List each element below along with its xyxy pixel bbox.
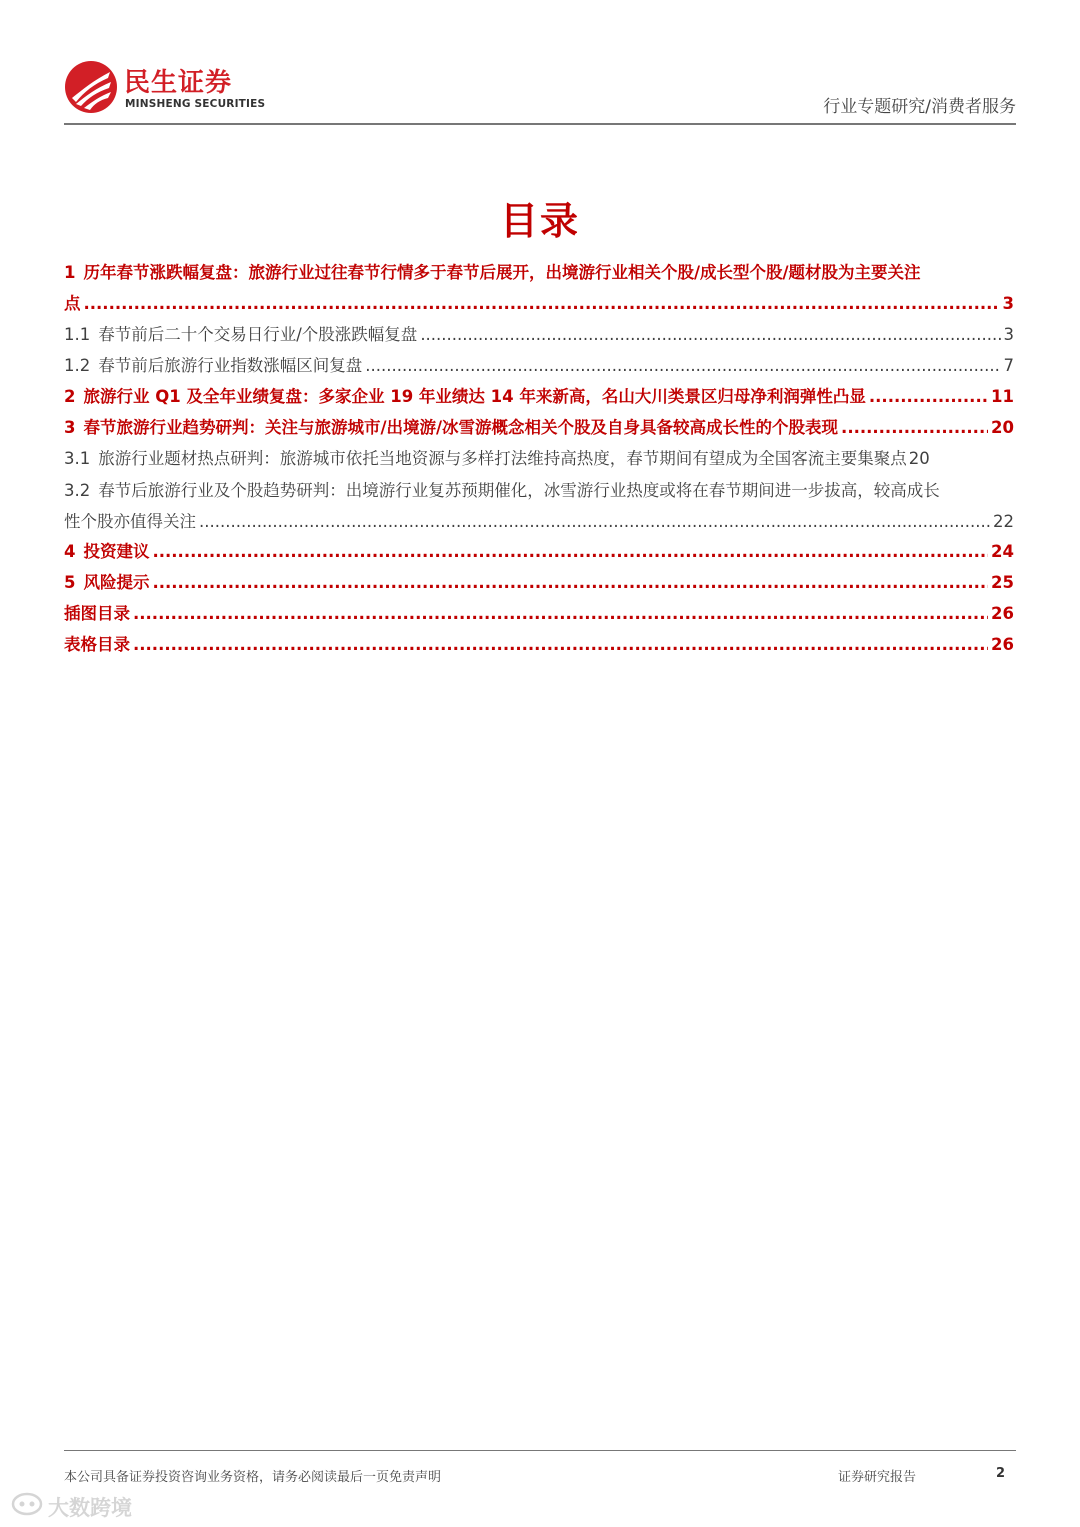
toc-text: 春节前后二十个交易日行业/个股涨跌幅复盘 — [98, 325, 418, 344]
toc-entry-3[interactable] — [64, 412, 1014, 443]
toc-number: 3.2 — [64, 481, 91, 500]
toc-entry-3-1[interactable] — [64, 443, 1014, 474]
toc-leader-dots — [133, 629, 988, 660]
toc-number: 1 — [64, 263, 76, 282]
watermark-text: 大数跨境 — [48, 1496, 132, 1520]
toc-leader-dots — [152, 567, 988, 598]
toc-number: 2 — [64, 387, 76, 406]
logo-english-name: MINSHENG SECURITIES — [125, 98, 266, 110]
toc-text: 插图目录 — [64, 604, 130, 623]
toc-text-continued: 性个股亦值得关注 — [64, 512, 196, 531]
toc-text: 投资建议 — [83, 542, 150, 561]
footer-report-type: 证券研究报告 — [838, 1470, 917, 1485]
toc-text: 春节旅游行业趋势研判：关注与旅游城市/出境游/冰雪游概念相关个股及自身具备较高成长性的个股表现 — [83, 418, 839, 437]
page-header — [64, 58, 1016, 124]
toc-leader-dots — [84, 288, 1000, 319]
toc-entry-1[interactable] — [64, 257, 1014, 319]
minsheng-logo — [64, 60, 264, 116]
toc-entry-5[interactable] — [64, 567, 1014, 598]
toc-leader-dots — [133, 598, 988, 629]
toc-number: 4 — [64, 542, 76, 561]
minsheng-logo-icon — [64, 60, 118, 114]
toc-text: 春节后旅游行业及个股趋势研判：出境游行业复苏预期催化，冰雪游行业热度或将在春节期间进一步拔高，较高成长 — [98, 481, 940, 500]
toc-page-number: 20 — [991, 418, 1014, 437]
toc-leader-dots — [841, 412, 988, 443]
toc-entry-3-2[interactable] — [64, 475, 1014, 537]
toc-number: 3.1 — [64, 449, 91, 468]
header-divider — [64, 123, 1016, 125]
toc-text: 表格目录 — [64, 635, 130, 654]
toc-text: 风险提示 — [83, 573, 150, 592]
toc-page-number: 20 — [908, 449, 930, 468]
toc-entry-2[interactable] — [64, 381, 1014, 412]
toc-entry-figures[interactable] — [64, 598, 1014, 629]
watermark — [10, 1490, 150, 1522]
toc-page-number: 24 — [991, 542, 1014, 561]
toc-leader-dots — [365, 350, 1000, 381]
toc-page-number: 22 — [993, 512, 1014, 531]
toc-page-number: 7 — [1003, 356, 1014, 375]
toc-page-number: 11 — [991, 387, 1014, 406]
toc-text: 春节前后旅游行业指数涨幅区间复盘 — [98, 356, 363, 375]
toc-number: 5 — [64, 573, 76, 592]
toc-page-number: 3 — [1003, 325, 1014, 344]
toc-leader-dots — [199, 506, 990, 537]
footer-disclaimer: 本公司具备证券投资咨询业务资格，请务必阅读最后一页免责声明 — [64, 1470, 442, 1485]
toc-number: 1.2 — [64, 356, 91, 375]
toc-number: 3 — [64, 418, 76, 437]
toc-page-number: 26 — [991, 604, 1014, 623]
toc-text: 旅游行业 Q1 及全年业绩复盘：多家企业 19 年业绩达 14 年来新高，名山大川类景区归母净利润弹性凸显 — [83, 387, 866, 406]
toc-entry-1-1[interactable] — [64, 319, 1014, 350]
logo-chinese-name: 民生证券 — [124, 68, 233, 98]
toc-text: 历年春节涨跌幅复盘：旅游行业过往春节行情多于春节后展开，出境游行业相关个股/成长型个股/题材股为主要关注 — [83, 263, 921, 282]
watermark-icon — [10, 1490, 44, 1518]
footer-divider — [64, 1450, 1016, 1451]
toc-entry-1-2[interactable] — [64, 350, 1014, 381]
toc-page-number: 3 — [1002, 294, 1014, 313]
toc-leader-dots — [152, 536, 988, 567]
toc-text-continued: 点 — [64, 294, 81, 313]
toc-number: 1.1 — [64, 325, 91, 344]
footer-page-number: 2 — [996, 1466, 1006, 1481]
toc-text: 旅游行业题材热点研判：旅游城市依托当地资源与多样打法维持高热度，春节期间有望成为全国客流主要集聚点 — [98, 449, 907, 468]
toc-leader-dots — [420, 319, 1000, 350]
toc-page-number: 25 — [991, 573, 1014, 592]
toc-entry-tables[interactable] — [64, 629, 1014, 660]
toc-page-number: 26 — [991, 635, 1014, 654]
page-title: 目录 — [499, 199, 580, 243]
toc-leader-dots — [869, 381, 988, 412]
toc-entry-4[interactable] — [64, 536, 1014, 567]
report-category: 行业专题研究/消费者服务 — [823, 97, 1016, 117]
